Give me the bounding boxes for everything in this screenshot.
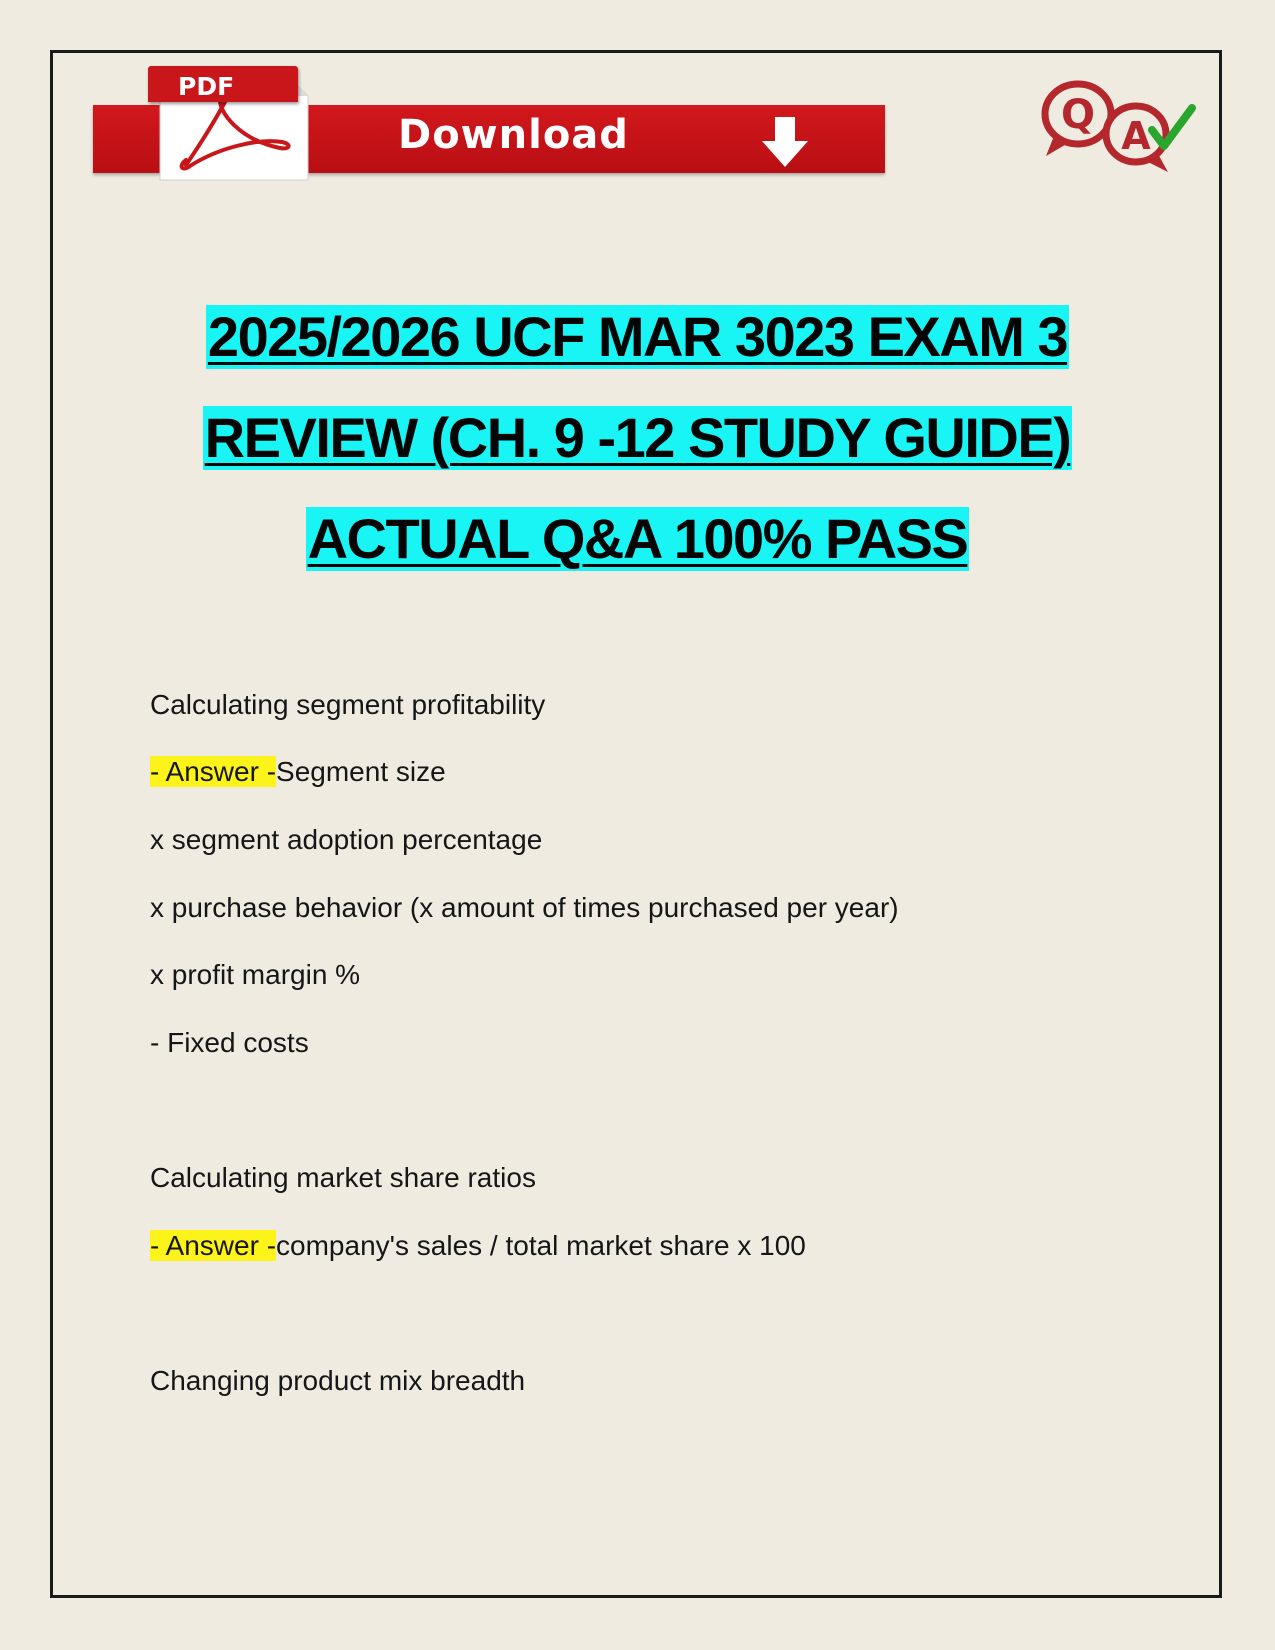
- logo-q: Q: [1060, 92, 1096, 138]
- logo-a: A: [1121, 114, 1151, 158]
- document-title: [0, 305, 1275, 608]
- title-line-2: [0, 406, 1275, 507]
- title-text-1: 2025/2026 UCF MAR 3023 EXAM 3: [207, 305, 1068, 368]
- answer-1-line: - Fixed costs: [150, 1027, 309, 1058]
- answer-tag: - Answer -: [150, 1230, 277, 1261]
- title-line-1: [0, 305, 1275, 406]
- answer-1-line: x profit margin %: [150, 959, 361, 990]
- answer-1: [150, 755, 446, 789]
- question-2: Calculating market share ratios: [150, 1162, 536, 1193]
- qa-logo-icon: [1040, 78, 1210, 178]
- download-label: Download: [398, 112, 629, 158]
- pdf-file-icon: [148, 60, 318, 187]
- answer-1-line: x segment adoption percentage: [150, 824, 543, 855]
- answer-text: company's sales / total market share x 100: [276, 1230, 806, 1261]
- question-1: Calculating segment profitability: [150, 689, 546, 720]
- pdf-tab: [148, 66, 298, 102]
- question-3: Changing product mix breadth: [150, 1365, 526, 1396]
- pdf-label: PDF: [178, 72, 235, 101]
- answer-1-line: x purchase behavior (x amount of times purchased per year): [150, 892, 899, 923]
- title-text-2: REVIEW (CH. 9 -12 STUDY GUIDE): [204, 406, 1071, 469]
- title-text-3: ACTUAL Q&A 100% PASS: [307, 507, 968, 570]
- answer-2: [150, 1229, 806, 1263]
- answer-tag: - Answer -: [150, 756, 277, 787]
- title-line-3: [0, 507, 1275, 608]
- pdf-download-banner[interactable]: [93, 60, 885, 182]
- answer-text: Segment size: [276, 756, 446, 787]
- download-arrow-icon: [758, 115, 812, 171]
